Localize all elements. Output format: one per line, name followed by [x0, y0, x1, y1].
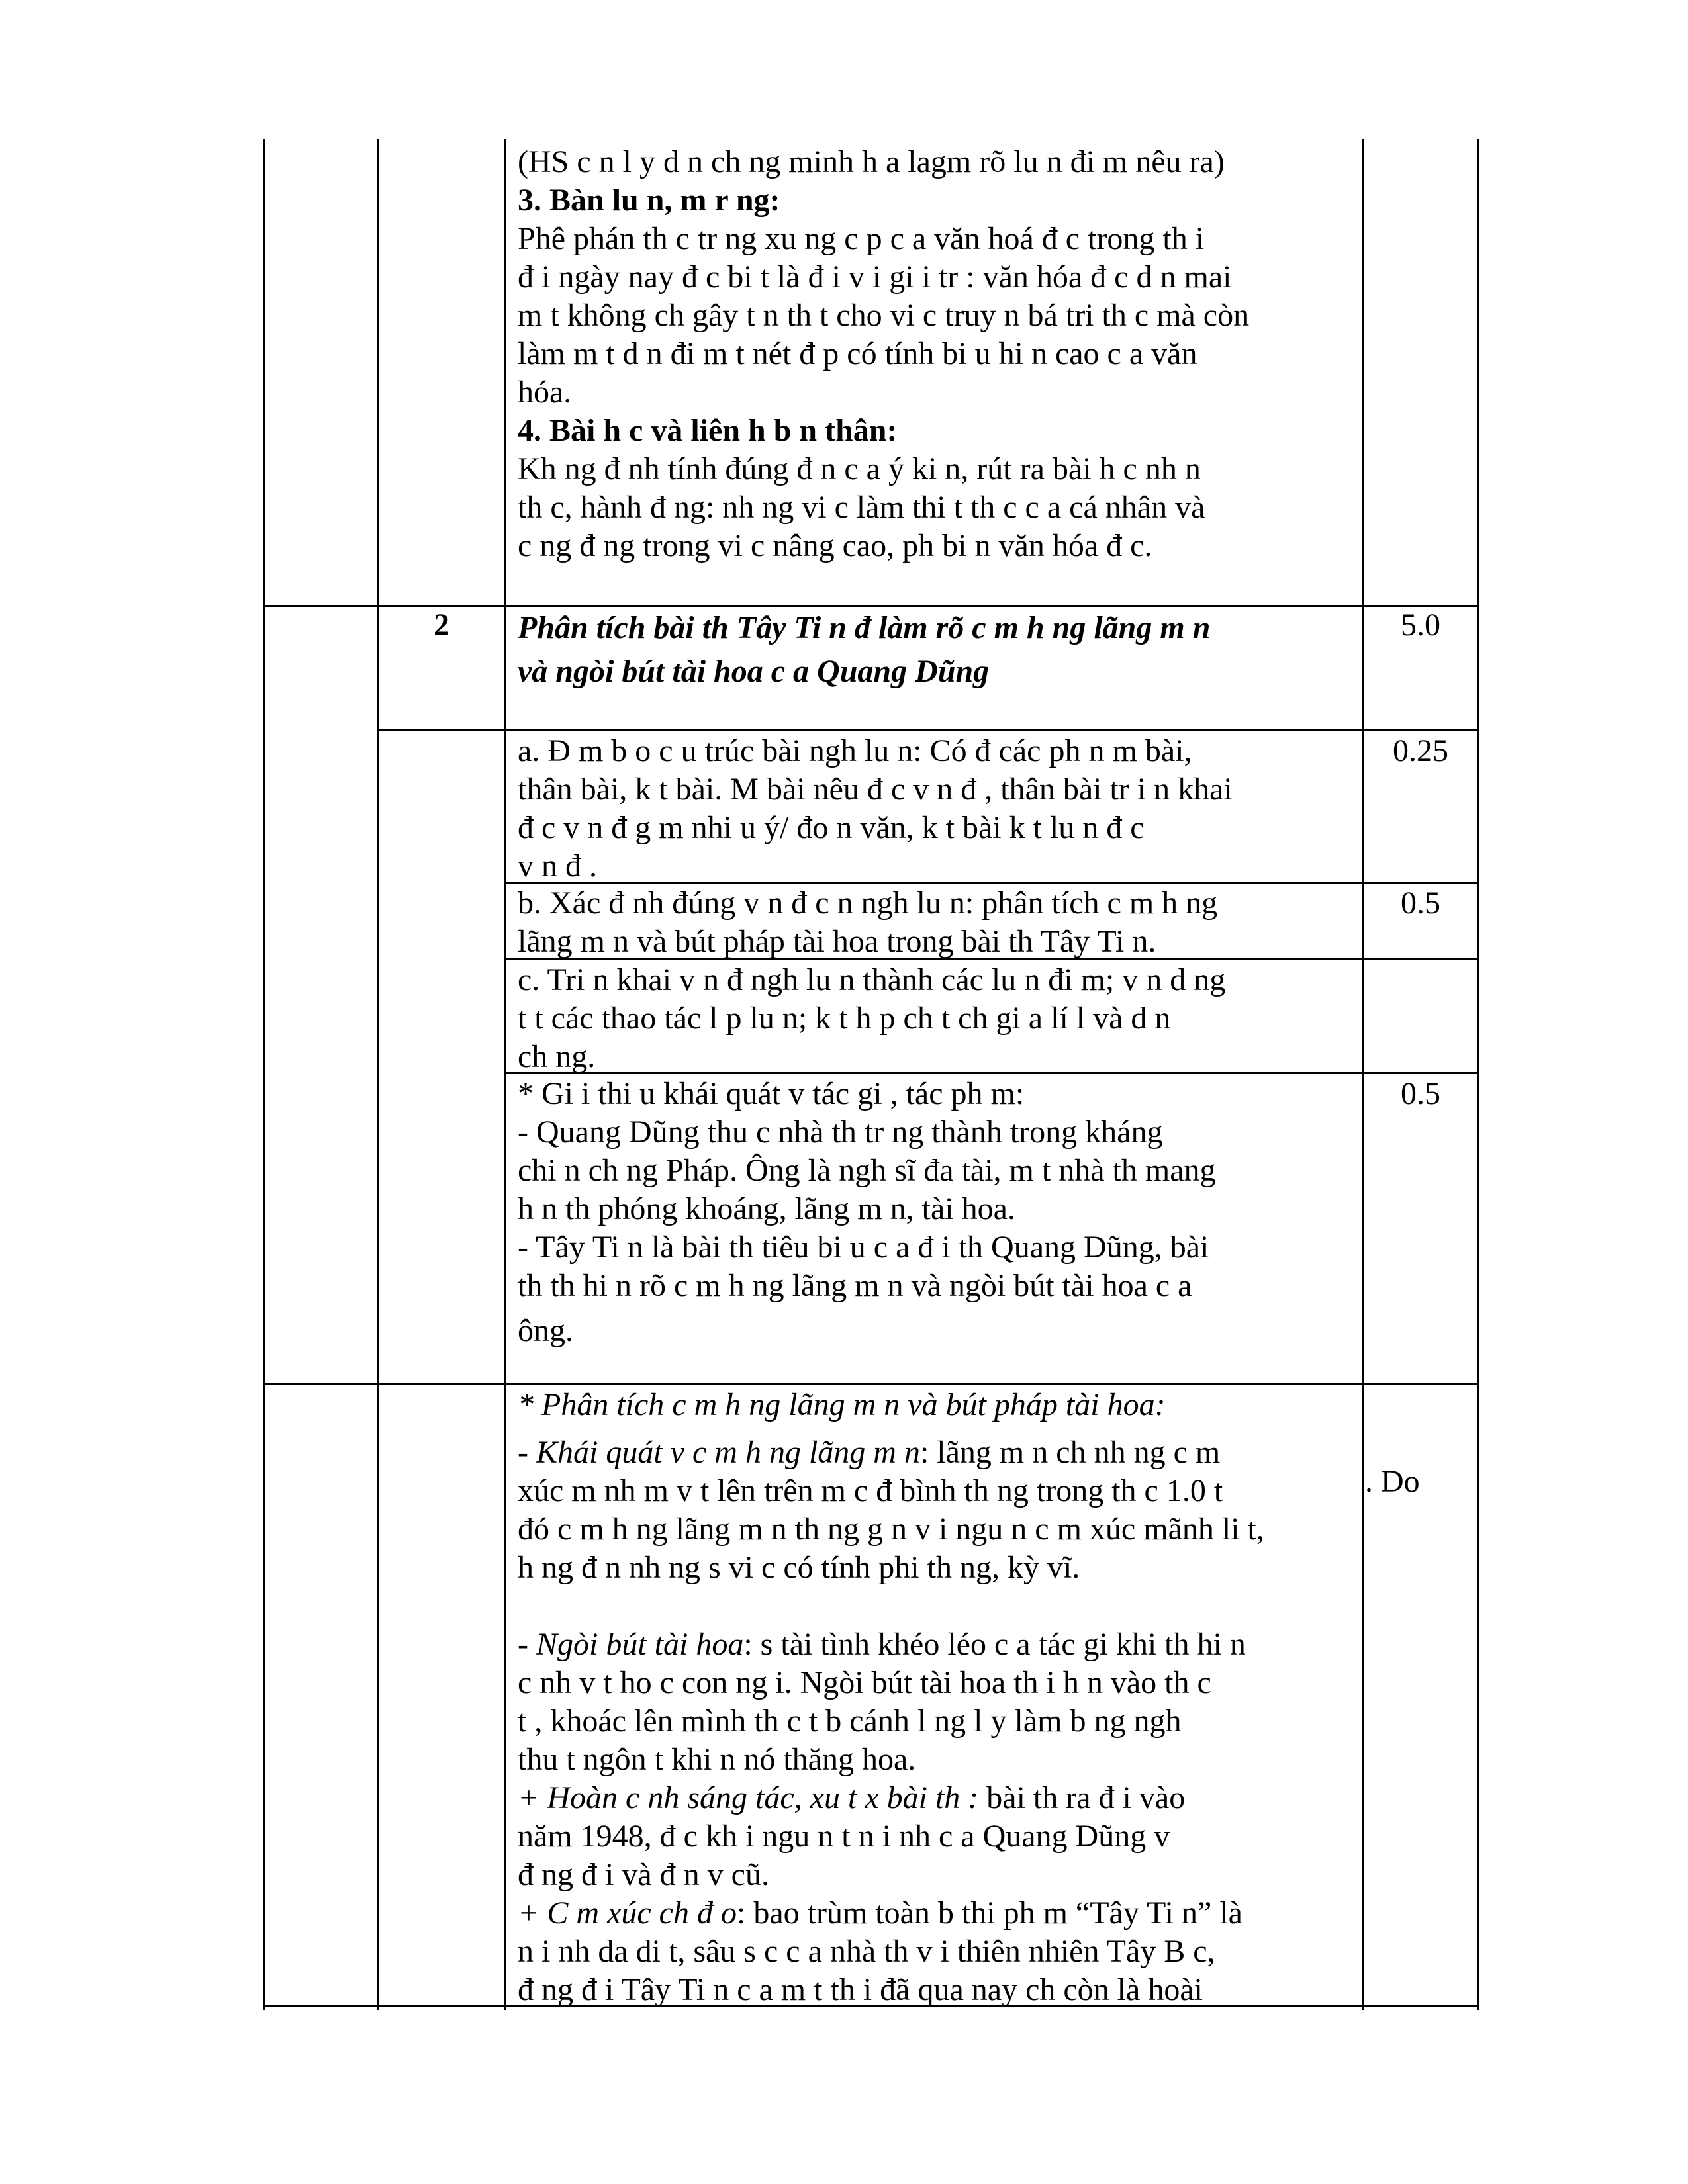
text-line: đó c m h ng lãng m n th ng g n v i ngu n c m xúc mãnh li t, [518, 1512, 1264, 1547]
analysis [518, 1386, 1358, 2009]
introduction [518, 1075, 1358, 1350]
text-line: đ ng đ i và đ n v cũ. [518, 1857, 769, 1892]
section-heading: 4. Bài h c và liên h b n thân: [518, 413, 898, 448]
text-line: Phê phán th c tr ng xu ng c p c a văn hoá đ c trong th i [518, 221, 1205, 256]
text-line: hóa. [518, 375, 572, 410]
text-line: chi n ch ng Pháp. Ông là ngh sĩ đa tài, m t nhà th mang [518, 1153, 1216, 1188]
criterion-b [518, 884, 1358, 961]
column-divider-1 [377, 139, 379, 2010]
text-line: thu t ngôn t khi n nó thăng hoa. [518, 1742, 916, 1777]
paragraph-3 [518, 1779, 1358, 1817]
text-line: - Quang Dũng thu c nhà th tr ng thành trong kháng [518, 1115, 1163, 1150]
question-title [518, 606, 1358, 694]
criterion-c [518, 961, 1358, 1076]
title-line: và ngòi bút tài hoa c a Quang Dũng [518, 654, 990, 689]
text-line: a. Đ m b o c u trúc bài ngh lu n: Có đ các ph n m bài, [518, 733, 1192, 768]
text-line: b. Xác đ nh đúng v n đ c n ngh lu n: phân tích c m h ng [518, 886, 1218, 921]
paragraph-text: : bao trùm toàn b thi ph m “Tây Ti n” là [736, 1895, 1243, 1931]
text-line: m t không ch gây t n th t cho vi c truy n bá tri th c mà còn [518, 298, 1250, 333]
row-divider [263, 1383, 1479, 1385]
text-line: - Tây Ti n là bài th tiêu bi u c a đ i th Quang Dũng, bài [518, 1230, 1209, 1265]
text-line: năm 1948, đ c kh i ngu n t n i nh c a Quang Dũng v [518, 1819, 1170, 1854]
column-divider-2 [504, 139, 506, 2010]
text-line: lãng m n và bút pháp tài hoa trong bài th Tây Ti n. [518, 924, 1156, 959]
paragraph-text: bài th ra đ i vào [978, 1780, 1186, 1815]
text-line: ông. [518, 1313, 573, 1348]
text-line: t t các thao tác l p lu n; k t h p ch t ch gi a lí l và d n [518, 1001, 1171, 1036]
text-line: c. Tri n khai v n đ ngh lu n thành các lu n đi m; v n d ng [518, 962, 1226, 997]
paragraph-label: - Ngòi bút tài hoa [518, 1627, 744, 1662]
criterion-a [518, 732, 1358, 886]
text-line: th th hi n rõ c m h ng lãng m n và ngòi bút tài hoa c a [518, 1268, 1192, 1303]
text-line: làm m t d n đi m t nét đ p có tính bi u hi n cao c a văn [518, 336, 1197, 371]
text-line: h ng đ n nh ng s vi c có tính phi th ng, kỳ vĩ. [518, 1550, 1080, 1585]
section-heading: 3. Bàn lu n, m r ng: [518, 183, 780, 218]
paragraph-label: + Hoàn c nh sáng tác, xu t x bài th : [518, 1780, 979, 1815]
paragraph-4 [518, 1894, 1358, 1933]
table-border-right [1477, 139, 1479, 2010]
paragraph-label: - Khái quát v c m h ng lãng m n [518, 1435, 920, 1470]
blank-line [518, 1587, 1358, 1625]
text-line: ch ng. [518, 1039, 596, 1074]
paragraph-label: + C m xúc ch đ o [518, 1895, 737, 1931]
text-line: v n đ . [518, 848, 597, 884]
paragraph-text: : lãng m n ch nh ng c m [919, 1435, 1221, 1470]
question-score: 5.0 [1401, 608, 1440, 643]
criterion-b-score: 0.5 [1401, 886, 1440, 921]
text-line: (HS c n l y d n ch ng minh h a lagm rõ lu n đi m nêu ra) [518, 144, 1225, 179]
introduction-score: 0.5 [1401, 1076, 1440, 1111]
text-line: t , khoác lên mình th c t b cánh l ng l y làm b ng ngh [518, 1704, 1182, 1739]
text-line: đ c v n đ g m nhi u ý/ đo n văn, k t bài k t lu n đ c [518, 810, 1145, 845]
text-line: c ng đ ng trong vi c nâng cao, ph bi n văn hóa đ c. [518, 528, 1152, 563]
text-line: Kh ng đ nh tính đúng đ n c a ý ki n, rút ra bài h c nh n [518, 451, 1201, 486]
paragraph-text: : s tài tình khéo léo c a tác gi khi th hi n [743, 1627, 1246, 1662]
criterion-a-score: 0.25 [1393, 733, 1448, 768]
text-line: thân bài, k t bài. M bài nêu đ c v n đ , thân bài tr i n khai [518, 772, 1233, 807]
text-line: th c, hành đ ng: nh ng vi c làm thi t th c c a cá nhân và [518, 490, 1205, 525]
text-line: đ i ngày nay đ c bi t là đ i v i gi i tr : văn hóa đ c d n mai [518, 259, 1232, 295]
text-line: n i nh da di t, sâu s c c a nhà th v i thiên nhiên Tây B c, [518, 1934, 1215, 1969]
text-line: h n th phóng khoáng, lãng m n, tài hoa. [518, 1191, 1015, 1226]
table-border-left [263, 139, 265, 2010]
text-line: * Gi i thi u khái quát v tác gi , tác ph m: [518, 1076, 1025, 1111]
paragraph-2 [518, 1625, 1358, 1664]
paragraph-1 [518, 1433, 1358, 1472]
text-line: đ ng đ i Tây Ti n c a m t th i đã qua nay ch còn là hoài [518, 1972, 1203, 2007]
text-line: c nh v t ho c con ng i. Ngòi bút tài hoa th i h n vào th c [518, 1665, 1211, 1700]
question-number: 2 [434, 608, 449, 643]
title-line: Phân tích bài th Tây Ti n đ làm rõ c m h ng lãng m n [518, 610, 1211, 645]
overflow-text: . Do [1365, 1464, 1420, 1499]
section1-content [518, 143, 1358, 565]
text-line: xúc m nh m v t lên trên m c đ bình th ng trong th c 1.0 t [518, 1473, 1223, 1508]
analysis-heading: * Phân tích c m h ng lãng m n và bút pháp tài hoa: [518, 1387, 1166, 1422]
row-divider [377, 729, 1479, 731]
